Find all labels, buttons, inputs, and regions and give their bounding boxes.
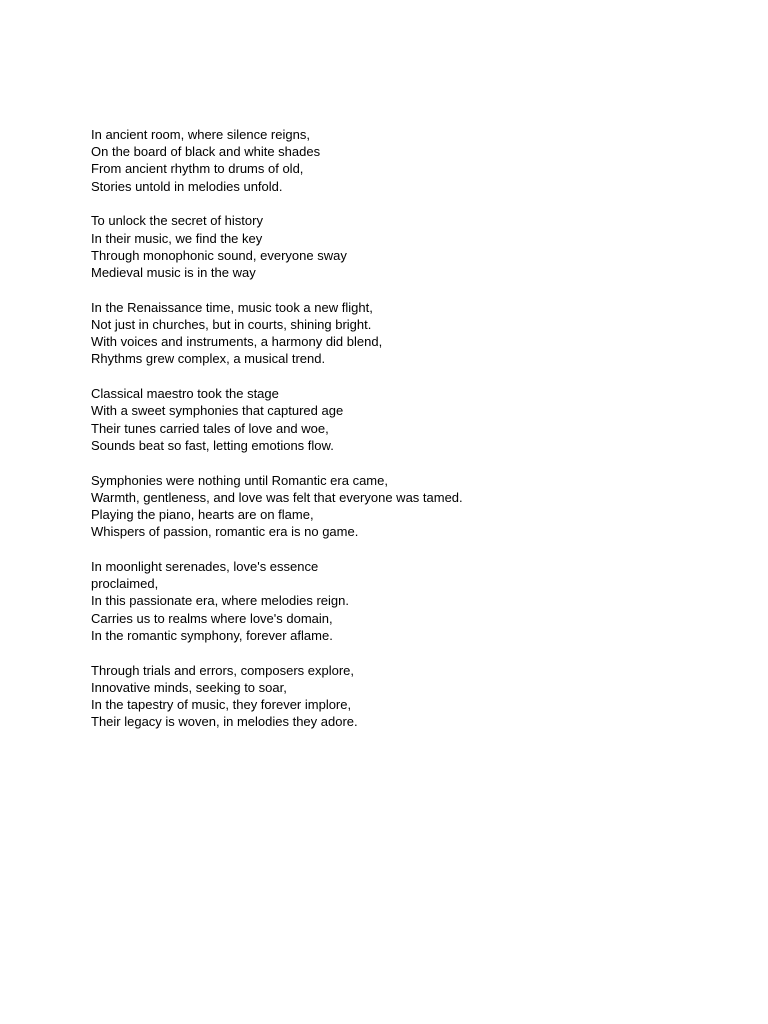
poem-line: Sounds beat so fast, letting emotions flow. — [91, 437, 334, 453]
poem-line: Stories untold in melodies unfold. — [91, 178, 283, 194]
poem-line: With voices and instruments, a harmony did blend, — [91, 334, 383, 350]
poem-line: proclaimed, — [91, 576, 159, 592]
poem-line: Symphonies were nothing until Romantic era came, — [91, 472, 388, 488]
poem-line: Through monophonic sound, everyone sway — [91, 247, 347, 263]
poem-line: Whispers of passion, romantic era is no game. — [91, 524, 359, 540]
poem-line: From ancient rhythm to drums of old, — [91, 161, 304, 177]
poem-line: Carries us to realms where love's domain, — [91, 610, 333, 626]
poem-line: Medieval music is in the way — [91, 265, 256, 281]
poem-line: Their legacy is woven, in melodies they adore. — [91, 714, 358, 730]
stanza — [91, 558, 731, 644]
poem-line: Rhythms grew complex, a musical trend. — [91, 351, 326, 367]
poem-line: In the romantic symphony, forever aflame. — [91, 627, 333, 643]
stanza — [91, 299, 731, 368]
stanza — [91, 662, 731, 731]
poem-line: To unlock the secret of history — [91, 213, 263, 229]
poem-line: Innovative minds, seeking to soar, — [91, 679, 287, 695]
poem-line: Their tunes carried tales of love and woe, — [91, 420, 329, 436]
poem-line: On the board of black and white shades — [91, 144, 321, 160]
poem-line: Playing the piano, hearts are on flame, — [91, 507, 314, 523]
poem-body — [91, 126, 731, 748]
poem-line: Not just in churches, but in courts, shining bright. — [91, 317, 372, 333]
poem-line: In the tapestry of music, they forever implore, — [91, 697, 352, 713]
stanza — [91, 385, 731, 454]
poem-line: With a sweet symphonies that captured age — [91, 403, 344, 419]
stanza — [91, 126, 731, 195]
poem-line: Classical maestro took the stage — [91, 386, 279, 402]
poem-line: In this passionate era, where melodies reign. — [91, 593, 349, 609]
poem-line: In the Renaissance time, music took a new flight, — [91, 299, 373, 315]
poem-line: In their music, we find the key — [91, 230, 263, 246]
poem-line: In moonlight serenades, love's essence — [91, 559, 319, 575]
stanza — [91, 212, 731, 281]
poem-line: Through trials and errors, composers explore, — [91, 662, 355, 678]
poem-line: Warmth, gentleness, and love was felt that everyone was tamed. — [91, 489, 463, 505]
stanza — [91, 472, 731, 541]
poem-line: In ancient room, where silence reigns, — [91, 127, 310, 142]
